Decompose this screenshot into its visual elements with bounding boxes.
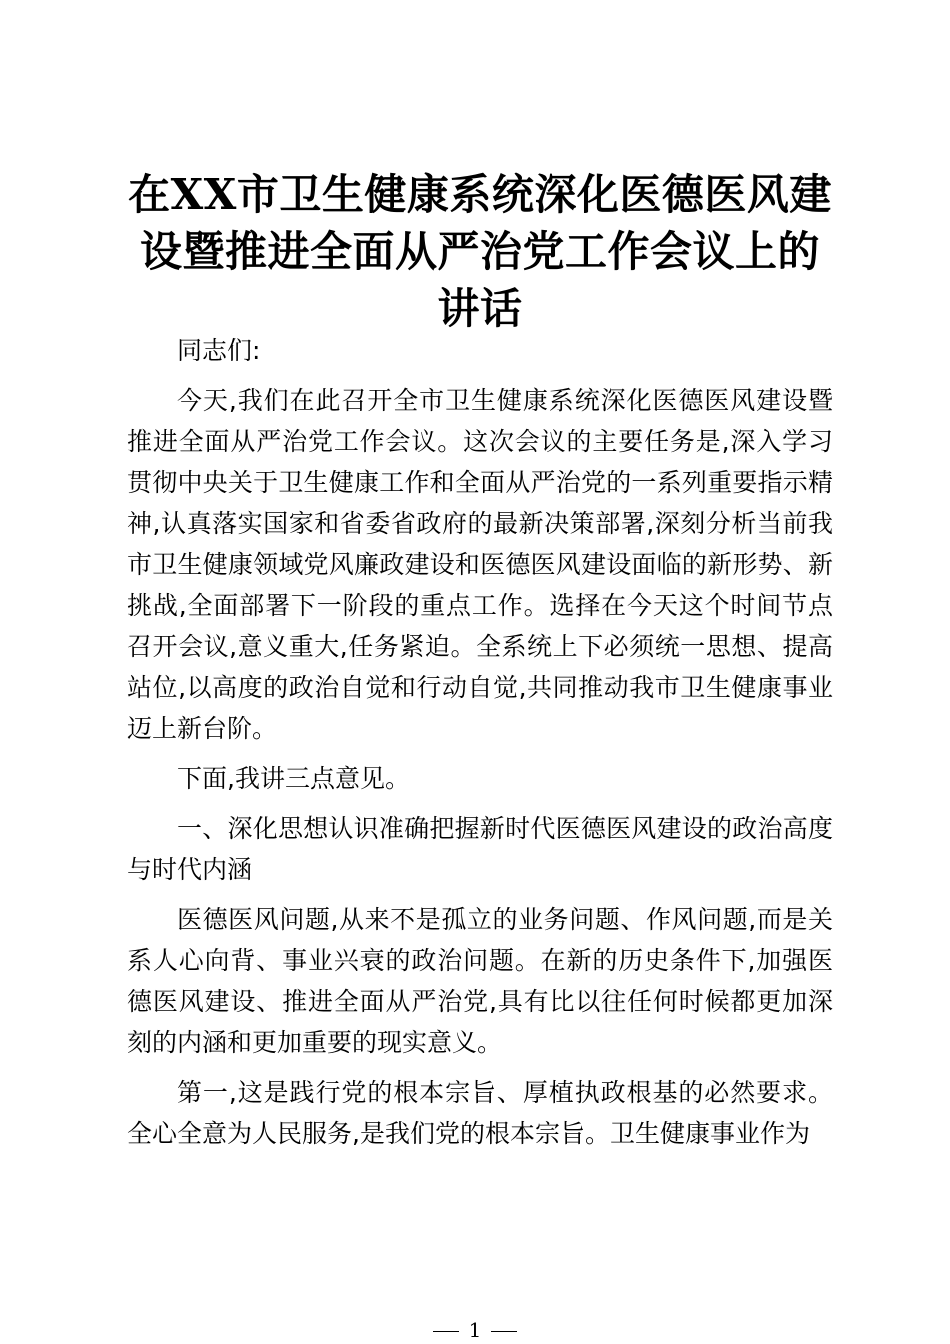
point-1-paragraph: 第一,这是践行党的根本宗旨、厚植执政根基的必然要求。全心全意为人民服务,是我们党的根本宗旨。卫生健康事业作为 <box>127 1078 833 1148</box>
footer-dash-right <box>491 1331 517 1332</box>
salutation-paragraph: 同志们: <box>177 336 261 365</box>
section-1-paragraph: 医德医风问题,从来不是孤立的业务问题、作风问题,而是关系人心向背、事业兴衰的政治问题。在新的历史条件下,加强医德医风建设、推进全面从严治党,具有比以往任何时候都更加深刻的内涵和更加重要的现实意义。 <box>127 905 833 1057</box>
outline-paragraph: 下面,我讲三点意见。 <box>177 764 410 793</box>
intro-paragraph: 今天,我们在此召开全市卫生健康系统深化医德医风建设暨推进全面从严治党工作会议。这次会议的主要任务是,深入学习贯彻中央关于卫生健康工作和全面从严治党的一系列重要指示精神,认真落实国家和省委省政府的最新决策部署,深刻分析当前我市卫生健康领域党风廉政建设和医德医风建设面临的新形势、新挑战,全面部署下一阶段的重点工作。选择在今天这个时间节点召开会议,意义重大,任务紧迫。全系统上下必须统一思想、提高站位,以高度的政治自觉和行动自觉,共同推动我市卫生健康事业迈上新台阶。 <box>127 386 833 743</box>
page-number: 1 <box>468 1318 482 1342</box>
document-body <box>127 330 833 1163</box>
page-footer <box>0 1318 950 1342</box>
document-title: 在XX市卫生健康系统深化医德医风建设暨推进全面从严治党工作会议上的讲话 <box>128 170 832 333</box>
section-heading-1: 一、深化思想认识准确把握新时代医德医风建设的政治高度与时代内涵 <box>127 814 833 884</box>
footer-dash-left <box>433 1331 459 1332</box>
